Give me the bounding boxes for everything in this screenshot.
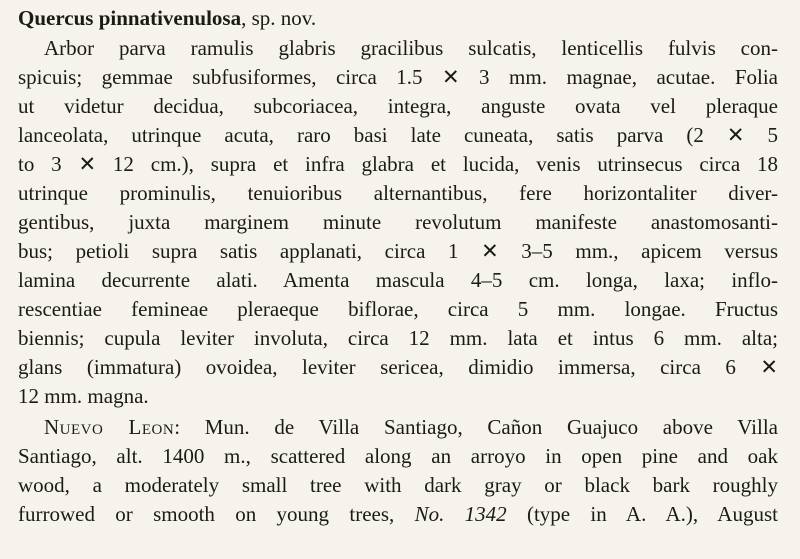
description-line: Arbor parva ramulis glabris gracilibus sulcatis, lenticellis fulvis con- bbox=[44, 36, 778, 60]
locality-line: wood, a moderately small tree with dark gray or black bark roughly bbox=[18, 473, 778, 497]
description-line: lanceolata, utrinque acuta, raro basi late cuneata, satis parva (2 ✕ 5 bbox=[18, 123, 778, 147]
species-suffix: , sp. nov. bbox=[241, 6, 317, 30]
description-line: biennis; cupula leviter involuta, circa 12 mm. lata et intus 6 mm. alta; bbox=[18, 326, 778, 350]
description-line: bus; petioli supra satis applanati, circa 1 ✕ 3–5 mm., apicem versus bbox=[18, 239, 778, 263]
locality-text: (type in A. A.), August bbox=[506, 502, 778, 526]
description-line: rescentiae femineae pleraeque biflorae, circa 5 mm. longae. Fructus bbox=[18, 297, 778, 321]
locality-region: Nuevo Leon bbox=[44, 415, 175, 439]
locality-line bbox=[18, 500, 778, 529]
description-line: 12 mm. magna. bbox=[18, 384, 149, 408]
species-heading bbox=[18, 4, 778, 33]
description-line: glans (immatura) ovoidea, leviter sericea, dimidio immersa, circa 6 ✕ bbox=[18, 355, 778, 379]
locality-text: : Mun. de Villa Santiago, Cañon Guajuco above Villa bbox=[174, 415, 778, 439]
locality-line bbox=[44, 413, 778, 442]
description-line: ut videtur decidua, subcoriacea, integra, anguste ovata vel pleraque bbox=[18, 94, 778, 118]
description-line: lamina decurrente alati. Amenta mascula 4–5 cm. longa, laxa; inflo- bbox=[18, 268, 778, 292]
description-line: gentibus, juxta marginem minute revolutum manifeste anastomosanti- bbox=[18, 210, 778, 234]
description-line: to 3 ✕ 12 cm.), supra et infra glabra et lucida, venis utrinsecus circa 18 bbox=[18, 152, 778, 176]
collection-number: No. 1342 bbox=[414, 502, 507, 526]
description-line: spicuis; gemmae subfusiformes, circa 1.5 ✕ 3 mm. magnae, acutae. Folia bbox=[18, 65, 778, 89]
locality-line: Santiago, alt. 1400 m., scattered along an arroyo in open pine and oak bbox=[18, 444, 778, 468]
description-line: utrinque prominulis, tenuioribus alternantibus, fere horizontaliter diver- bbox=[18, 181, 778, 205]
species-name: Quercus pinnativenulosa bbox=[18, 6, 242, 30]
locality-text: furrowed or smooth on young trees, bbox=[18, 502, 415, 526]
